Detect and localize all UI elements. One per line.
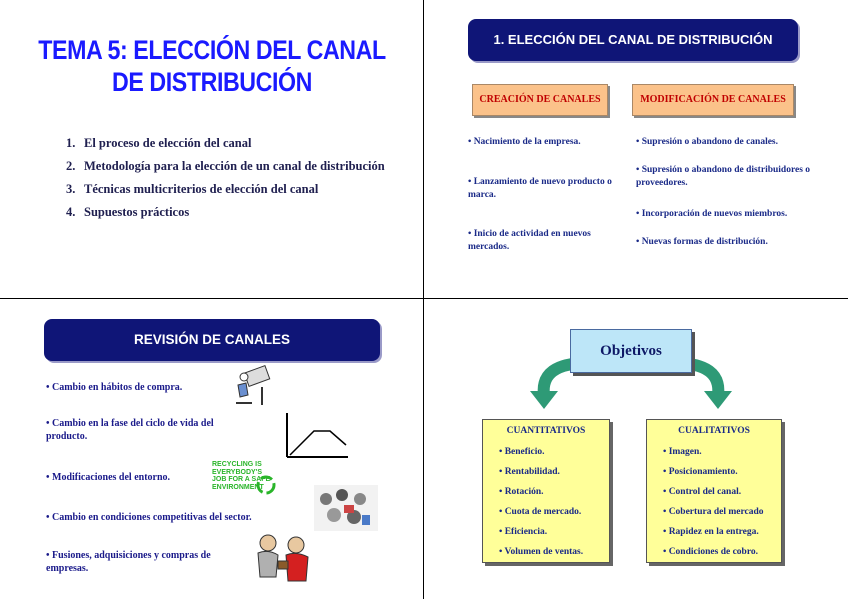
list-item: • Supresión o abandono de canales.: [636, 137, 778, 147]
list-item: • Cobertura del mercado: [663, 507, 764, 517]
list-item: • Imagen.: [663, 447, 702, 457]
title-line-1: TEMA 5: ELECCIÓN DEL CANAL: [38, 35, 386, 65]
creacion-header: CREACIÓN DE CANALES: [472, 84, 608, 116]
list-item: • Lanzamiento de nuevo producto o marca.: [468, 177, 612, 200]
item-text: Metodología para la elección de un canal de distribución: [84, 159, 385, 173]
cualitativos-header: CUALITATIVOS: [678, 426, 750, 436]
item-text: El proceso de elección del canal: [84, 136, 252, 150]
competition-crowd-icon: [314, 485, 378, 531]
title-line-2: DE DISTRIBUCIÓN: [112, 67, 312, 97]
list-item: • Nacimiento de la empresa.: [468, 137, 581, 147]
list-item: • Beneficio.: [499, 447, 545, 457]
recycle-icon: [256, 475, 276, 495]
list-item: • Cambio en hábitos de compra.: [46, 382, 183, 393]
list-item: • Posicionamiento.: [663, 467, 738, 477]
cuantitativos-box: [482, 419, 610, 563]
cualitativos-box: [646, 419, 782, 563]
creacion-list: [468, 136, 618, 266]
item-number: 2.: [66, 159, 76, 173]
item-number: 1.: [66, 136, 76, 150]
slide-2[interactable]: [424, 0, 848, 299]
product-life-cycle-icon: [284, 411, 350, 461]
list-item: • Fusiones, adquisiciones y compras de empresas.: [46, 550, 211, 574]
list-item: • Cambio en la fase del ciclo de vida del producto.: [46, 418, 214, 442]
list-item: [66, 182, 386, 197]
slide-3[interactable]: [0, 299, 424, 598]
slide-1-list: [66, 136, 386, 228]
item-number: 3.: [66, 182, 76, 196]
item-text: Técnicas multicriterios de elección del canal: [84, 182, 319, 196]
recycling-text: RECYCLING IS EVERYBODY'S JOB FOR A SAFE ENVIRONMENT: [212, 461, 271, 491]
list-item: • Condiciones de cobro.: [663, 547, 758, 557]
list-item: [66, 205, 386, 220]
merger-people-icon: [250, 531, 320, 587]
list-item: • Cambio en condiciones competitivas del sector.: [46, 512, 252, 523]
list-item: • Supresión o abandono de distribuidores o proveedores.: [636, 165, 811, 188]
item-number: 4.: [66, 205, 76, 219]
slide-2-banner: 1. ELECCIÓN DEL CANAL DE DISTRIBUCIÓN: [468, 19, 798, 61]
modificacion-list: [636, 136, 826, 266]
list-item: • Nuevas formas de distribución.: [636, 237, 768, 247]
list-item: • Rapidez en la entrega.: [663, 527, 759, 537]
objetivos-box: Objetivos: [570, 329, 692, 373]
list-item: • Incorporación de nuevos miembros.: [636, 209, 788, 219]
list-item: [66, 159, 386, 174]
slide-1-title: [30, 34, 395, 98]
list-item: • Modificaciones del entorno.: [46, 472, 171, 483]
slide-1[interactable]: [0, 0, 424, 299]
item-text: Supuestos prácticos: [84, 205, 190, 219]
list-item: • Control del canal.: [663, 487, 742, 497]
cuantitativos-header: CUANTITATIVOS: [506, 426, 586, 436]
list-item: • Rotación.: [499, 487, 544, 497]
list-item: • Volumen de ventas.: [499, 547, 584, 557]
modificacion-header: MODIFICACIÓN DE CANALES: [632, 84, 794, 116]
list-item: [66, 136, 386, 151]
list-item: • Cuota de mercado.: [499, 507, 582, 517]
list-item: • Rentabilidad.: [499, 467, 560, 477]
slide-4[interactable]: [424, 299, 848, 598]
list-item: • Eficiencia.: [499, 527, 548, 537]
list-item: • Inicio de actividad en nuevos mercados.: [468, 229, 591, 252]
person-at-desk-icon: [232, 363, 272, 407]
slide-3-banner: REVISIÓN DE CANALES: [44, 319, 380, 361]
